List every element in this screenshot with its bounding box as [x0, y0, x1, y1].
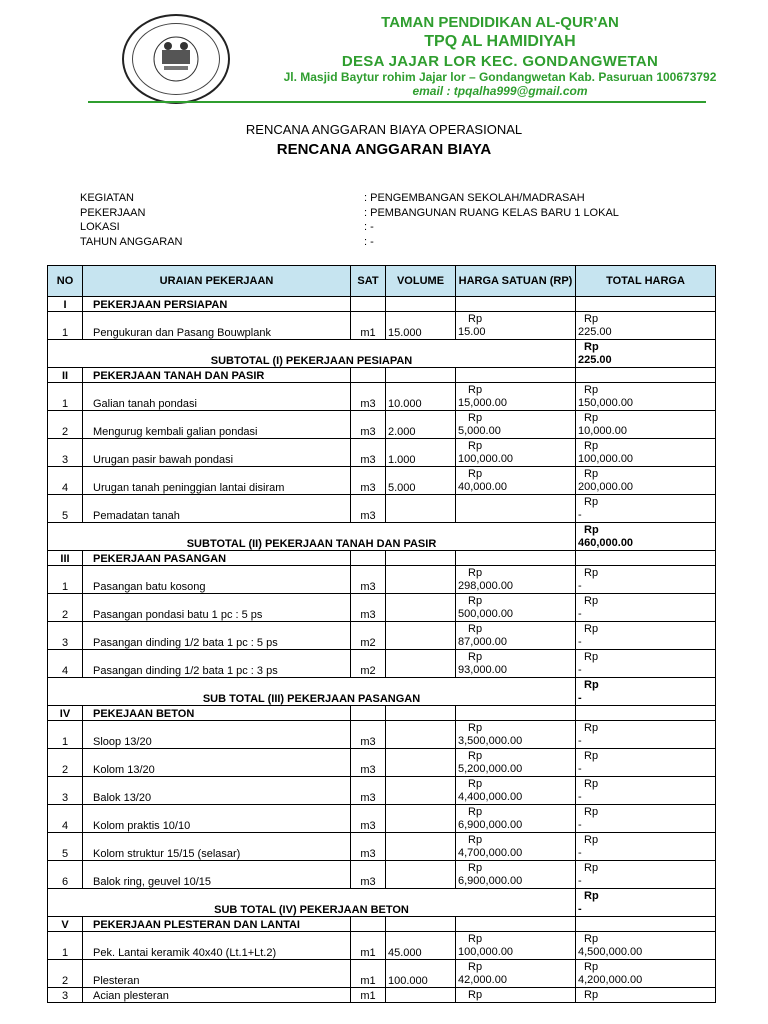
currency-label: Rp — [584, 440, 599, 452]
total-price-cell — [576, 721, 716, 749]
currency-label: Rp — [584, 524, 599, 536]
total-price: - — [578, 847, 582, 859]
item-volume — [386, 594, 456, 622]
item-unit: m2 — [351, 650, 386, 678]
section-row — [48, 706, 716, 721]
item-unit: m1 — [351, 312, 386, 340]
item-volume — [386, 861, 456, 889]
section-title: PEKERJAAN PERSIAPAN — [83, 297, 351, 312]
currency-label: Rp — [468, 384, 483, 396]
item-volume — [386, 833, 456, 861]
total-price: 4,200,000.00 — [578, 974, 643, 986]
section-number: II — [48, 368, 83, 383]
total-price-cell — [576, 749, 716, 777]
total-price: - — [578, 735, 582, 747]
total-price: 4,500,000.00 — [578, 946, 643, 958]
currency-label: Rp — [468, 989, 483, 1001]
unit-price-cell — [456, 861, 576, 889]
currency-label: Rp — [584, 750, 599, 762]
subtotal-amount: 460,000.00 — [578, 537, 634, 549]
currency-label: Rp — [584, 496, 599, 508]
currency-label: Rp — [584, 961, 599, 973]
unit-price-cell — [456, 594, 576, 622]
subtotal-amount: - — [578, 903, 582, 915]
currency-label: Rp — [468, 440, 483, 452]
total-price: 10,000.00 — [578, 425, 627, 437]
item-volume — [386, 622, 456, 650]
section-row — [48, 297, 716, 312]
currency-label: Rp — [468, 961, 483, 973]
item-volume: 100.000 — [386, 960, 456, 988]
item-number: 5 — [48, 495, 83, 523]
empty-cell — [456, 917, 576, 932]
unit-price: 5,000.00 — [458, 425, 501, 437]
table-row — [48, 960, 716, 988]
item-unit: m2 — [351, 622, 386, 650]
section-row — [48, 551, 716, 566]
subtotal-label: SUB TOTAL (IV) PEKERJAAN BETON — [48, 889, 576, 917]
item-volume — [386, 749, 456, 777]
section-number: V — [48, 917, 83, 932]
meta-value: : - — [364, 221, 374, 233]
currency-label: Rp — [584, 595, 599, 607]
total-price: - — [578, 509, 582, 521]
item-volume: 1.000 — [386, 439, 456, 467]
item-volume — [386, 495, 456, 523]
col-header-no: NO — [48, 266, 83, 297]
item-description: Balok 13/20 — [83, 777, 351, 805]
currency-label: Rp — [468, 468, 483, 480]
currency-label: Rp — [584, 651, 599, 663]
item-unit: m3 — [351, 721, 386, 749]
total-price-cell — [576, 467, 716, 495]
item-number: 1 — [48, 932, 83, 960]
currency-label: Rp — [584, 341, 599, 353]
total-price: - — [578, 608, 582, 620]
subtotal-label: SUBTOTAL (II) PEKERJAAN TANAH DAN PASIR — [48, 523, 576, 551]
table-row — [48, 932, 716, 960]
currency-label: Rp — [584, 468, 599, 480]
total-price-cell — [576, 932, 716, 960]
meta-key: PEKERJAAN — [80, 207, 146, 219]
unit-price-cell — [456, 622, 576, 650]
unit-price-cell — [456, 495, 576, 523]
item-unit: m3 — [351, 383, 386, 411]
col-header-uraian: URAIAN PEKERJAAN — [83, 266, 351, 297]
item-volume — [386, 805, 456, 833]
item-number: 2 — [48, 411, 83, 439]
table-row — [48, 467, 716, 495]
item-number: 2 — [48, 749, 83, 777]
total-price-cell — [576, 650, 716, 678]
subtotal-row — [48, 340, 716, 368]
item-unit: m3 — [351, 861, 386, 889]
empty-cell — [386, 297, 456, 312]
table-row — [48, 805, 716, 833]
total-price-cell — [576, 411, 716, 439]
total-price-cell — [576, 594, 716, 622]
section-title: PEKERJAAN PASANGAN — [83, 551, 351, 566]
table-body — [48, 297, 716, 1003]
subtotal-amount: - — [578, 692, 582, 704]
item-description: Kolom 13/20 — [83, 749, 351, 777]
total-price-cell — [576, 861, 716, 889]
item-unit: m3 — [351, 805, 386, 833]
unit-price: 3,500,000.00 — [458, 735, 523, 747]
item-number: 6 — [48, 861, 83, 889]
item-number: 4 — [48, 650, 83, 678]
total-price: - — [578, 664, 582, 676]
village-heading: DESA JAJAR LOR KEC. GONDANGWETAN — [341, 53, 659, 70]
currency-label: Rp — [468, 750, 483, 762]
total-price-cell — [576, 566, 716, 594]
tpq-seal-logo — [122, 14, 230, 104]
table-row — [48, 411, 716, 439]
currency-label: Rp — [584, 567, 599, 579]
item-unit: m3 — [351, 467, 386, 495]
item-volume: 45.000 — [386, 932, 456, 960]
empty-cell — [576, 706, 716, 721]
currency-label: Rp — [584, 834, 599, 846]
item-volume — [386, 988, 456, 1003]
table-row — [48, 650, 716, 678]
empty-cell — [456, 368, 576, 383]
empty-cell — [351, 297, 386, 312]
meta-key: LOKASI — [80, 221, 120, 233]
currency-label: Rp — [584, 862, 599, 874]
unit-price: 87,000.00 — [458, 636, 507, 648]
unit-price: 42,000.00 — [458, 974, 507, 986]
total-price-cell — [576, 805, 716, 833]
total-price-cell — [576, 622, 716, 650]
col-header-harga-satuan: HARGA SATUAN (RP) — [456, 266, 576, 297]
item-description: Sloop 13/20 — [83, 721, 351, 749]
currency-label: Rp — [584, 778, 599, 790]
table-row — [48, 861, 716, 889]
item-description: Acian plesteran — [83, 988, 351, 1003]
unit-price-cell — [456, 650, 576, 678]
currency-label: Rp — [584, 384, 599, 396]
section-row — [48, 917, 716, 932]
empty-cell — [576, 917, 716, 932]
subtotal-row — [48, 889, 716, 917]
currency-label: Rp — [468, 806, 483, 818]
currency-label: Rp — [468, 722, 483, 734]
section-number: III — [48, 551, 83, 566]
total-price: - — [578, 580, 582, 592]
currency-label: Rp — [468, 778, 483, 790]
item-unit: m3 — [351, 777, 386, 805]
unit-price: 100,000.00 — [458, 946, 514, 958]
address-line: Jl. Masjid Baytur rohim Jajar lor – Gondangwetan Kab. Pasuruan 100673792 — [283, 70, 717, 84]
table-row — [48, 566, 716, 594]
item-description: Pasangan dinding 1/2 bata 1 pc : 5 ps — [83, 622, 351, 650]
table-row — [48, 833, 716, 861]
item-volume — [386, 650, 456, 678]
total-price: - — [578, 636, 582, 648]
table-row — [48, 594, 716, 622]
section-title: PEKEJAAN BETON — [83, 706, 351, 721]
empty-cell — [386, 706, 456, 721]
table-row — [48, 439, 716, 467]
header-divider — [88, 101, 706, 103]
empty-cell — [456, 551, 576, 566]
total-price-cell — [576, 833, 716, 861]
total-price-cell — [576, 383, 716, 411]
email-line: email : tpqalha999@gmail.com — [412, 84, 588, 98]
section-row — [48, 368, 716, 383]
unit-price: 4,400,000.00 — [458, 791, 523, 803]
item-number: 3 — [48, 777, 83, 805]
meta-value: : PEMBANGUNAN RUANG KELAS BARU 1 LOKAL — [364, 207, 619, 219]
item-volume: 5.000 — [386, 467, 456, 495]
currency-label: Rp — [584, 890, 599, 902]
subtotal-total-cell — [576, 340, 716, 368]
item-unit: m3 — [351, 833, 386, 861]
item-description: Pemadatan tanah — [83, 495, 351, 523]
unit-price: 100,000.00 — [458, 453, 514, 465]
total-price: - — [578, 875, 582, 887]
item-number: 1 — [48, 312, 83, 340]
unit-price: 15,000.00 — [458, 397, 507, 409]
currency-label: Rp — [468, 834, 483, 846]
table-row — [48, 495, 716, 523]
currency-label: Rp — [584, 806, 599, 818]
item-unit: m3 — [351, 594, 386, 622]
table-row — [48, 749, 716, 777]
item-volume: 10.000 — [386, 383, 456, 411]
meta-key: TAHUN ANGGARAN — [80, 236, 183, 248]
unit-price-cell — [456, 439, 576, 467]
currency-label: Rp — [584, 313, 599, 325]
currency-label: Rp — [468, 862, 483, 874]
empty-cell — [351, 706, 386, 721]
total-price: - — [578, 791, 582, 803]
empty-cell — [386, 551, 456, 566]
table-header-row — [48, 266, 716, 297]
item-volume — [386, 566, 456, 594]
empty-cell — [351, 368, 386, 383]
item-volume — [386, 721, 456, 749]
subtotal-total-cell — [576, 889, 716, 917]
unit-price: 5,200,000.00 — [458, 763, 523, 775]
unit-price: 15.00 — [458, 326, 486, 338]
total-price: - — [578, 819, 582, 831]
total-price-cell — [576, 988, 716, 1003]
item-unit: m3 — [351, 439, 386, 467]
unit-price-cell — [456, 467, 576, 495]
total-price: 225.00 — [578, 326, 612, 338]
item-description: Galian tanah pondasi — [83, 383, 351, 411]
item-description: Plesteran — [83, 960, 351, 988]
subtotal-total-cell — [576, 523, 716, 551]
item-unit: m3 — [351, 411, 386, 439]
unit-price: 4,700,000.00 — [458, 847, 523, 859]
currency-label: Rp — [584, 933, 599, 945]
empty-cell — [351, 551, 386, 566]
currency-label: Rp — [468, 651, 483, 663]
section-title: PEKERJAAN TANAH DAN PASIR — [83, 368, 351, 383]
document-title: RENCANA ANGGARAN BIAYA OPERASIONAL — [245, 122, 523, 137]
item-description: Pasangan batu kosong — [83, 566, 351, 594]
unit-price: 6,900,000.00 — [458, 875, 523, 887]
item-number: 1 — [48, 383, 83, 411]
item-description: Balok ring, geuvel 10/15 — [83, 861, 351, 889]
currency-label: Rp — [584, 412, 599, 424]
section-number: IV — [48, 706, 83, 721]
section-number: I — [48, 297, 83, 312]
col-header-total: TOTAL HARGA — [576, 266, 716, 297]
table-row — [48, 777, 716, 805]
item-number: 2 — [48, 594, 83, 622]
empty-cell — [351, 917, 386, 932]
item-number: 5 — [48, 833, 83, 861]
empty-cell — [576, 297, 716, 312]
unit-price-cell — [456, 960, 576, 988]
unit-price-cell — [456, 411, 576, 439]
total-price: 150,000.00 — [578, 397, 634, 409]
item-unit: m1 — [351, 988, 386, 1003]
empty-cell — [576, 368, 716, 383]
total-price-cell — [576, 312, 716, 340]
col-header-volume: VOLUME — [386, 266, 456, 297]
currency-label: Rp — [584, 623, 599, 635]
subtotal-label: SUBTOTAL (I) PEKERJAAN PESIAPAN — [48, 340, 576, 368]
item-number: 2 — [48, 960, 83, 988]
unit-price: 40,000.00 — [458, 481, 507, 493]
unit-price-cell — [456, 383, 576, 411]
item-description: Urugan tanah peninggian lantai disiram — [83, 467, 351, 495]
empty-cell — [456, 706, 576, 721]
item-number: 3 — [48, 622, 83, 650]
item-number: 1 — [48, 721, 83, 749]
currency-label: Rp — [468, 933, 483, 945]
total-price: - — [578, 763, 582, 775]
total-price-cell — [576, 777, 716, 805]
empty-cell — [386, 917, 456, 932]
unit-price-cell — [456, 932, 576, 960]
unit-price-cell — [456, 721, 576, 749]
item-number: 1 — [48, 566, 83, 594]
item-unit: m3 — [351, 495, 386, 523]
item-description: Pasangan pondasi batu 1 pc : 5 ps — [83, 594, 351, 622]
section-title: PEKERJAAN PLESTERAN DAN LANTAI — [83, 917, 351, 932]
meta-value: : - — [364, 236, 374, 248]
item-number: 4 — [48, 467, 83, 495]
budget-table — [47, 265, 716, 1003]
item-unit: m3 — [351, 566, 386, 594]
table-row — [48, 312, 716, 340]
item-unit: m1 — [351, 932, 386, 960]
unit-price-cell — [456, 566, 576, 594]
unit-price-cell — [456, 805, 576, 833]
school-name-heading: TPQ AL HAMIDIYAH — [424, 33, 576, 50]
unit-price-cell — [456, 312, 576, 340]
meta-value: : PENGEMBANGAN SEKOLAH/MADRASAH — [364, 192, 585, 204]
subtotal-total-cell — [576, 678, 716, 706]
currency-label: Rp — [468, 567, 483, 579]
item-unit: m3 — [351, 749, 386, 777]
item-number: 3 — [48, 439, 83, 467]
col-header-sat: SAT — [351, 266, 386, 297]
item-description: Urugan pasir bawah pondasi — [83, 439, 351, 467]
currency-label: Rp — [468, 313, 483, 325]
item-volume: 15.000 — [386, 312, 456, 340]
currency-label: Rp — [468, 595, 483, 607]
subtotal-row — [48, 678, 716, 706]
unit-price-cell — [456, 833, 576, 861]
table-row — [48, 721, 716, 749]
item-unit: m1 — [351, 960, 386, 988]
unit-price: 298,000.00 — [458, 580, 514, 592]
item-volume: 2.000 — [386, 411, 456, 439]
subtotal-row — [48, 523, 716, 551]
table-row — [48, 383, 716, 411]
subtotal-label: SUB TOTAL (III) PEKERJAAN PASANGAN — [48, 678, 576, 706]
subtotal-amount: 225.00 — [578, 354, 612, 366]
empty-cell — [386, 368, 456, 383]
meta-key: KEGIATAN — [80, 192, 134, 204]
document-subtitle: RENCANA ANGGARAN BIAYA — [276, 141, 492, 158]
logo-emblem-icon — [124, 16, 228, 102]
empty-cell — [576, 551, 716, 566]
unit-price: 6,900,000.00 — [458, 819, 523, 831]
item-number: 4 — [48, 805, 83, 833]
table-row — [48, 988, 716, 1003]
item-description: Pek. Lantai keramik 40x40 (Lt.1+Lt.2) — [83, 932, 351, 960]
total-price-cell — [576, 960, 716, 988]
total-price: 200,000.00 — [578, 481, 634, 493]
unit-price-cell — [456, 749, 576, 777]
item-volume — [386, 777, 456, 805]
unit-price-cell — [456, 988, 576, 1003]
item-number: 3 — [48, 988, 83, 1003]
currency-label: Rp — [468, 412, 483, 424]
unit-price: 93,000.00 — [458, 664, 507, 676]
currency-label: Rp — [584, 989, 599, 1001]
total-price-cell — [576, 495, 716, 523]
table-row — [48, 622, 716, 650]
item-description: Kolom praktis 10/10 — [83, 805, 351, 833]
school-type-heading: TAMAN PENDIDIKAN AL-QUR'AN — [381, 14, 619, 31]
currency-label: Rp — [468, 623, 483, 635]
item-description: Mengurug kembali galian pondasi — [83, 411, 351, 439]
currency-label: Rp — [584, 679, 599, 691]
item-description: Pasangan dinding 1/2 bata 1 pc : 3 ps — [83, 650, 351, 678]
item-description: Pengukuran dan Pasang Bouwplank — [83, 312, 351, 340]
empty-cell — [456, 297, 576, 312]
unit-price: 500,000.00 — [458, 608, 514, 620]
total-price-cell — [576, 439, 716, 467]
currency-label: Rp — [584, 722, 599, 734]
total-price: 100,000.00 — [578, 453, 634, 465]
item-description: Kolom struktur 15/15 (selasar) — [83, 833, 351, 861]
unit-price-cell — [456, 777, 576, 805]
